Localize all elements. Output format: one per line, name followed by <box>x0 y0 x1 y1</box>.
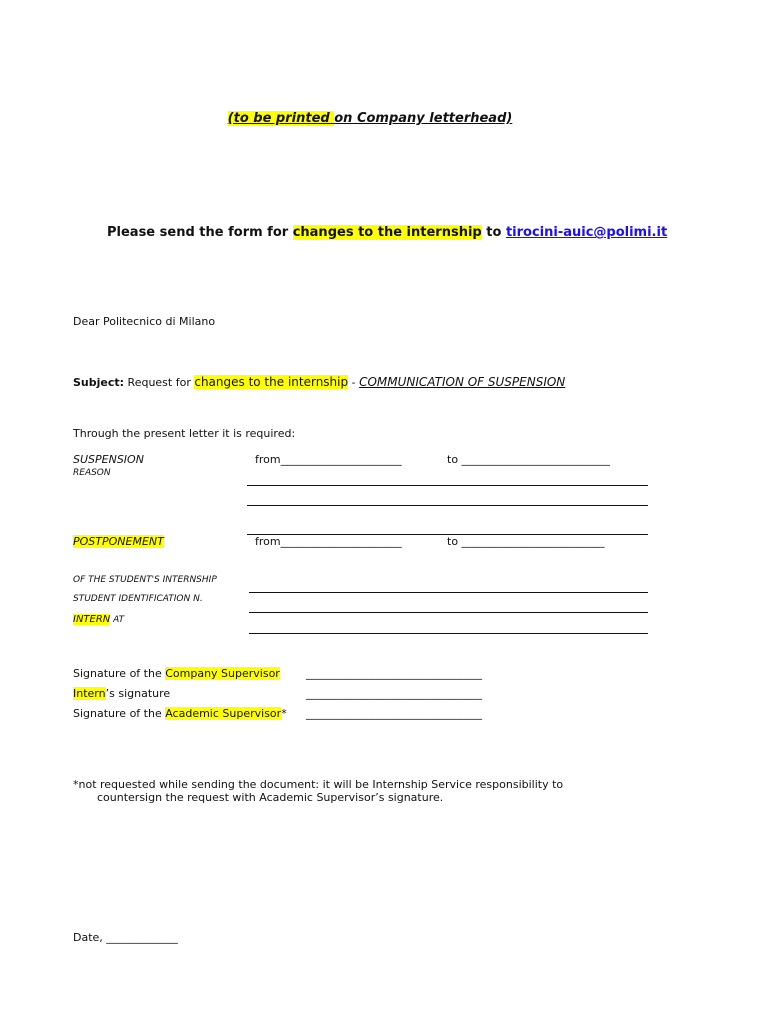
salutation: Dear Politecnico di Milano <box>73 315 216 328</box>
reason-line-2[interactable] <box>247 505 648 506</box>
send-prefix: Please send the form for <box>107 225 293 240</box>
postponement-label: POSTPONEMENT <box>73 535 164 548</box>
subject-highlight: changes to the internship <box>194 375 349 389</box>
intro-text: Through the present letter it is required: <box>73 427 296 440</box>
subject-dash: - <box>348 376 360 389</box>
to-be-printed-text: (to be printed <box>227 111 335 126</box>
reason-line-1[interactable] <box>247 485 648 486</box>
intern-signature-line[interactable]: ________________________________ <box>306 687 482 700</box>
subject-type: COMMUNICATION OF SUSPENSION <box>359 375 566 389</box>
date-field[interactable]: Date, _____________ <box>73 931 178 944</box>
suspension-label: SUSPENSION <box>73 453 144 466</box>
academic-signature-label: Signature of the Academic Supervisor* <box>73 707 287 720</box>
internship-label: OF THE STUDENT'S INTERNSHIP <box>73 575 217 585</box>
reason-label: REASON <box>73 468 111 478</box>
suspension-from-field[interactable]: from______________________ <box>255 453 402 466</box>
intern-at-label <box>73 614 124 625</box>
letterhead-text: on Company letterhead) <box>334 111 513 126</box>
send-instruction <box>107 225 667 240</box>
postponement-to-field[interactable]: to __________________________ <box>447 535 605 548</box>
intern-at-line[interactable] <box>249 633 648 634</box>
student-id-line[interactable] <box>249 612 648 613</box>
send-middle: to <box>481 225 506 240</box>
company-supervisor-highlight: Company Supervisor <box>165 667 280 680</box>
intern-highlight: INTERN <box>73 614 111 625</box>
academic-signature-line[interactable]: ________________________________ <box>306 707 482 720</box>
letterhead-note <box>0 111 740 126</box>
subject-text: Request for <box>124 376 195 389</box>
intern-signature-highlight: Intern <box>73 687 106 700</box>
student-id-label: STUDENT IDENTIFICATION N. <box>73 594 203 604</box>
company-signature-label: Signature of the Company Supervisor <box>73 667 280 680</box>
note-line-1: *not requested while sending the document: it will be Internship Service responsibility to <box>73 778 564 791</box>
subject-line <box>73 375 565 389</box>
internship-line[interactable] <box>249 592 648 593</box>
intern-at-text: AT <box>110 615 125 625</box>
email-link[interactable]: tirocini-auic@polimi.it <box>505 225 668 240</box>
intern-signature-label: Intern’s signature <box>73 687 171 700</box>
company-signature-line[interactable]: ________________________________ <box>306 667 482 680</box>
note-line-2: countersign the request with Academic Supervisor’s signature. <box>97 791 444 804</box>
send-highlight: changes to the internship <box>292 225 482 240</box>
suspension-to-field[interactable]: to ___________________________ <box>447 453 611 466</box>
subject-label: Subject: <box>73 376 125 389</box>
postponement-from-field[interactable]: from______________________ <box>255 535 402 548</box>
academic-supervisor-highlight: Academic Supervisor <box>165 707 282 720</box>
